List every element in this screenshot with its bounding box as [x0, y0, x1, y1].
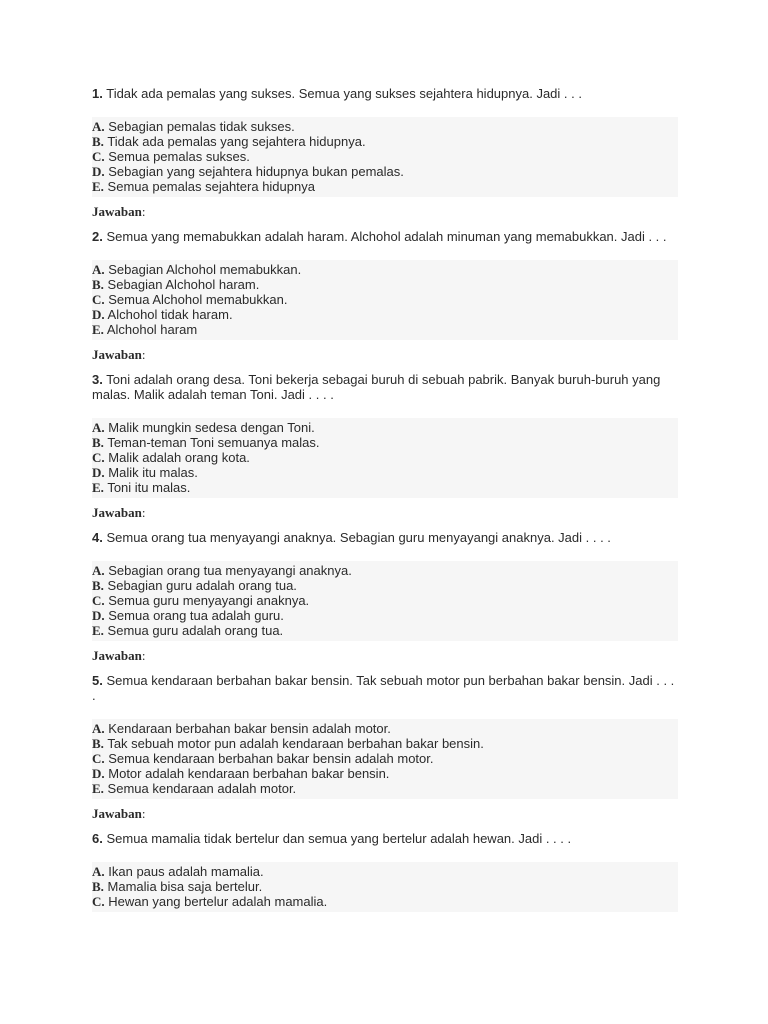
option-a: [92, 420, 678, 435]
answer-label: [92, 204, 678, 219]
option-text: Semua kendaraan berbahan bakar bensin adalah motor.: [108, 751, 434, 766]
question-text: Semua mamalia tidak bertelur dan semua yang bertelur adalah hewan. Jadi . . . .: [106, 831, 572, 846]
option-text: Sebagian orang tua menyayangi anaknya.: [108, 563, 352, 578]
option-letter: A.: [92, 563, 105, 578]
option-text: Alchohol tidak haram.: [107, 307, 233, 322]
question-4: [92, 530, 678, 545]
option-text: Hewan yang bertelur adalah mamalia.: [108, 894, 328, 909]
options-box: [92, 418, 678, 498]
question-number: 4.: [92, 530, 103, 545]
question-block-6: [92, 831, 678, 912]
option-d: [92, 164, 678, 179]
option-text: Sebagian Alchohol haram.: [107, 277, 260, 292]
question-2: [92, 229, 678, 244]
option-text: Semua kendaraan adalah motor.: [107, 781, 297, 796]
answer-colon: :: [141, 347, 146, 362]
option-text: Sebagian guru adalah orang tua.: [107, 578, 297, 593]
option-letter: E.: [92, 322, 104, 337]
question-text: Toni adalah orang desa. Toni bekerja sebagai buruh di sebuah pabrik. Banyak buruh-buruh yang malas. Malik adalah teman Toni. Jadi . . . .: [92, 372, 661, 402]
option-e: [92, 480, 678, 495]
question-number: 6.: [92, 831, 103, 846]
question-1: [92, 86, 678, 101]
option-text: Alchohol haram: [106, 322, 198, 337]
option-letter: D.: [92, 164, 105, 179]
option-e: [92, 781, 678, 796]
option-a: [92, 262, 678, 277]
option-text: Ikan paus adalah mamalia.: [108, 864, 264, 879]
option-c: [92, 894, 678, 909]
question-number: 3.: [92, 372, 103, 387]
option-c: [92, 149, 678, 164]
option-a: [92, 721, 678, 736]
question-block-4: [92, 530, 678, 663]
option-text: Tak sebuah motor pun adalah kendaraan berbahan bakar bensin.: [107, 736, 484, 751]
option-c: [92, 751, 678, 766]
option-letter: E.: [92, 179, 104, 194]
option-b: [92, 736, 678, 751]
option-text: Malik mungkin sedesa dengan Toni.: [108, 420, 315, 435]
option-letter: E.: [92, 781, 104, 796]
option-a: [92, 563, 678, 578]
option-c: [92, 593, 678, 608]
question-text: Tidak ada pemalas yang sukses. Semua yang sukses sejahtera hidupnya. Jadi . . .: [106, 86, 582, 101]
question-number: 2.: [92, 229, 103, 244]
answer-label: [92, 505, 678, 520]
answer-label: [92, 648, 678, 663]
option-b: [92, 134, 678, 149]
answer-label-text: Jawaban: [92, 505, 142, 520]
option-text: Kendaraan berbahan bakar bensin adalah motor.: [108, 721, 391, 736]
option-letter: C.: [92, 292, 105, 307]
option-text: Tidak ada pemalas yang sejahtera hidupnya.: [107, 134, 366, 149]
question-block-3: [92, 372, 678, 520]
option-c: [92, 292, 678, 307]
option-text: Motor adalah kendaraan berbahan bakar bensin.: [108, 766, 390, 781]
option-letter: B.: [92, 134, 104, 149]
option-text: Teman-teman Toni semuanya malas.: [107, 435, 320, 450]
option-b: [92, 277, 678, 292]
option-letter: A.: [92, 721, 105, 736]
question-block-1: [92, 86, 678, 219]
option-letter: B.: [92, 277, 104, 292]
option-text: Malik itu malas.: [108, 465, 198, 480]
option-text: Sebagian pemalas tidak sukses.: [108, 119, 295, 134]
option-letter: B.: [92, 578, 104, 593]
answer-label-text: Jawaban: [92, 347, 142, 362]
option-d: [92, 766, 678, 781]
option-text: Sebagian Alchohol memabukkan.: [108, 262, 302, 277]
option-letter: E.: [92, 480, 104, 495]
option-letter: B.: [92, 879, 104, 894]
option-d: [92, 307, 678, 322]
option-d: [92, 608, 678, 623]
option-letter: D.: [92, 465, 105, 480]
option-text: Semua Alchohol memabukkan.: [108, 292, 288, 307]
options-box: [92, 117, 678, 197]
option-d: [92, 465, 678, 480]
option-b: [92, 435, 678, 450]
option-letter: B.: [92, 736, 104, 751]
option-letter: D.: [92, 608, 105, 623]
question-block-5: [92, 673, 678, 821]
options-box: [92, 260, 678, 340]
question-text: Semua orang tua menyayangi anaknya. Sebagian guru menyayangi anaknya. Jadi . . . .: [106, 530, 611, 545]
option-text: Malik adalah orang kota.: [108, 450, 250, 465]
option-letter: D.: [92, 307, 105, 322]
question-3: [92, 372, 678, 402]
answer-label: [92, 347, 678, 362]
answer-colon: :: [141, 505, 146, 520]
option-letter: D.: [92, 766, 105, 781]
option-c: [92, 450, 678, 465]
answer-colon: :: [141, 806, 146, 821]
option-e: [92, 179, 678, 194]
answer-label-text: Jawaban: [92, 806, 142, 821]
question-text: Semua yang memabukkan adalah haram. Alchohol adalah minuman yang memabukkan. Jadi . . .: [106, 229, 667, 244]
option-e: [92, 322, 678, 337]
option-letter: A.: [92, 420, 105, 435]
option-letter: A.: [92, 262, 105, 277]
option-a: [92, 119, 678, 134]
option-letter: C.: [92, 593, 105, 608]
option-text: Semua guru menyayangi anaknya.: [108, 593, 310, 608]
option-letter: B.: [92, 435, 104, 450]
options-box: [92, 862, 678, 912]
option-text: Semua guru adalah orang tua.: [107, 623, 284, 638]
option-letter: C.: [92, 751, 105, 766]
option-letter: E.: [92, 623, 104, 638]
answer-colon: :: [141, 204, 146, 219]
question-6: [92, 831, 678, 846]
option-text: Toni itu malas.: [107, 480, 191, 495]
answer-label-text: Jawaban: [92, 204, 142, 219]
options-box: [92, 719, 678, 799]
option-letter: C.: [92, 450, 105, 465]
option-a: [92, 864, 678, 879]
option-letter: A.: [92, 119, 105, 134]
question-text: Semua kendaraan berbahan bakar bensin. Tak sebuah motor pun berbahan bakar bensin. Jadi . . . .: [92, 673, 675, 703]
question-number: 1.: [92, 86, 103, 101]
question-number: 5.: [92, 673, 103, 688]
options-box: [92, 561, 678, 641]
option-text: Semua pemalas sukses.: [108, 149, 250, 164]
answer-label-text: Jawaban: [92, 648, 142, 663]
option-letter: C.: [92, 149, 105, 164]
option-letter: A.: [92, 864, 105, 879]
option-letter: C.: [92, 894, 105, 909]
question-5: [92, 673, 678, 703]
answer-colon: :: [141, 648, 146, 663]
option-text: Sebagian yang sejahtera hidupnya bukan pemalas.: [108, 164, 404, 179]
option-text: Mamalia bisa saja bertelur.: [107, 879, 263, 894]
option-text: Semua pemalas sejahtera hidupnya: [107, 179, 315, 194]
option-e: [92, 623, 678, 638]
option-text: Semua orang tua adalah guru.: [108, 608, 284, 623]
option-b: [92, 879, 678, 894]
answer-label: [92, 806, 678, 821]
option-b: [92, 578, 678, 593]
quiz-document: [92, 86, 678, 912]
question-block-2: [92, 229, 678, 362]
